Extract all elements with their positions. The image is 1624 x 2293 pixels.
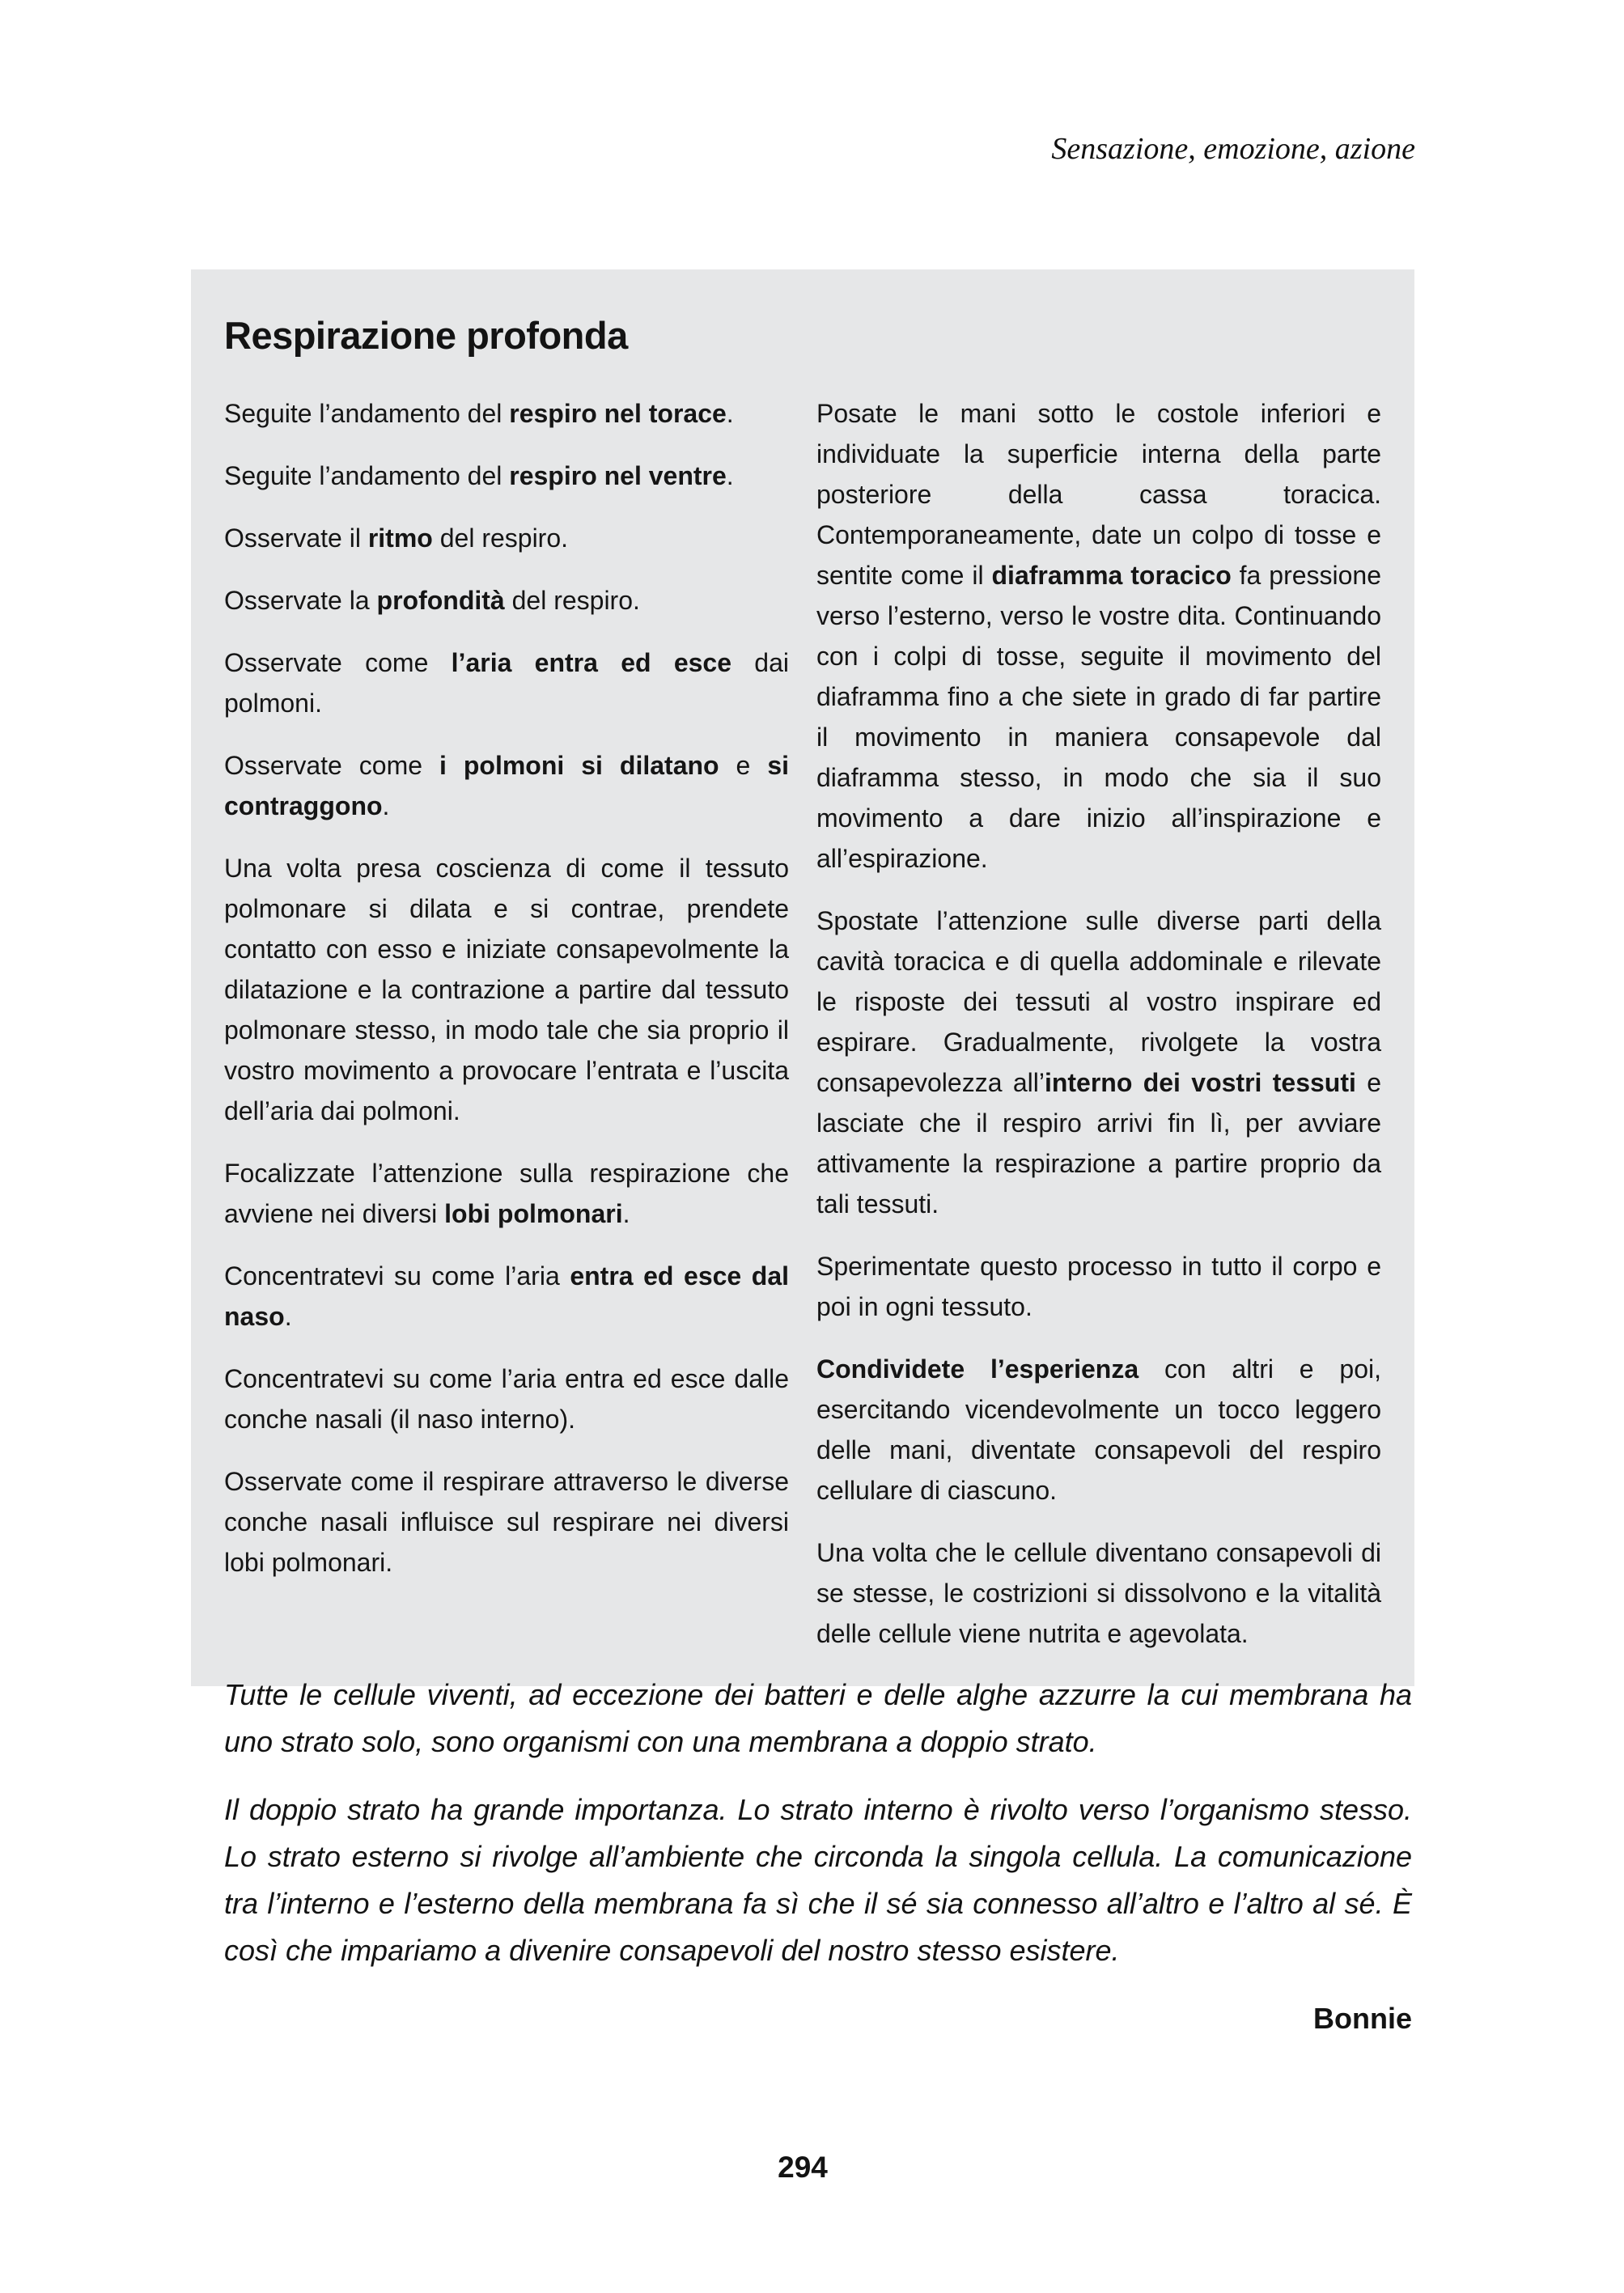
text-run: Osservate il (224, 523, 368, 553)
two-column-layout (224, 393, 1381, 1654)
text-run: Sperimentate questo processo in tutto il corpo e poi in ogni tessuto. (816, 1252, 1381, 1321)
text-run: Seguite l’andamento del (224, 399, 510, 428)
bold-text: entra ed esce dal naso (224, 1261, 790, 1331)
paragraph (224, 1153, 789, 1234)
paragraph (816, 901, 1381, 1224)
paragraph (816, 1532, 1381, 1654)
text-run: Osservate la (224, 586, 377, 615)
text-run: . (284, 1302, 292, 1331)
paragraph (816, 1349, 1381, 1511)
page-number: 294 (778, 2151, 828, 2184)
quote-paragraph: Il doppio strato ha grande importanza. Lo strato interno è rivolto verso l’organismo stesso. Lo strato esterno si rivolge all’ambiente che circonda la singola cellula. La comunicazione tra l’interno e l’esterno della membrana fa sì che il sé sia connesso all’altro e l’altro al sé. È così che impariamo a divenire consapevoli del nostro stesso esistere. (224, 1793, 1412, 1967)
quote-attribution: Bonnie (1313, 2002, 1412, 2035)
text-run: con altri e poi, esercitando vicendevolmente un tocco leggero delle mani, diventate consapevoli del respiro cellulare di ciascuno. (816, 1354, 1382, 1505)
bold-text: ritmo (367, 523, 433, 553)
exercise-box-title: Respirazione profonda (224, 314, 628, 357)
quote-paragraph: Tutte le cellule viventi, ad eccezione dei batteri e delle alghe azzurre la cui membrana ha uno strato solo, sono organismi con una membrana a doppio strato. (224, 1678, 1412, 1758)
bold-text: Condividete l’esperienza (816, 1354, 1139, 1384)
text-run: . (622, 1199, 630, 1228)
paragraph (224, 518, 789, 558)
paragraph (816, 1246, 1381, 1327)
right-column (816, 393, 1381, 1654)
text-run: . (726, 399, 734, 428)
text-run: fa pressione verso l’esterno, verso le vostre dita. Continuando con i colpi di tosse, seguite il movimento del diaframma fino a che siete in grado di far partire il movimento in maniera consapevole dal diaframma stesso, in modo che sia il suo movimento a dare inizio all’inspirazione e all’espirazione. (816, 561, 1382, 873)
paragraph (816, 393, 1381, 879)
text-run: Concentratevi su come l’aria entra ed esce dalle conche nasali (il naso interno). (224, 1364, 789, 1434)
bold-text: interno dei vostri tessuti (1044, 1068, 1356, 1097)
paragraph (224, 1461, 789, 1583)
text-run: Una volta presa coscienza di come il tessuto polmonare si dilata e si contrae, prendete contatto con esso e iniziate consapevolmente la dilatazione e la contrazione a partire dal tessuto polmonare stesso, in modo tale che sia proprio il vostro movimento a provocare l’entrata e l’uscita dell’aria dai polmoni. (224, 854, 789, 1125)
text-run: Osservate come (224, 751, 440, 780)
text-run: Osservate come il respirare attraverso le diverse conche nasali influisce sul respirare nei diversi lobi polmonari. (224, 1467, 789, 1577)
paragraph (224, 848, 789, 1131)
paragraph (224, 580, 789, 621)
paragraph (224, 1256, 789, 1337)
text-run: del respiro. (504, 586, 640, 615)
paragraph (224, 642, 789, 723)
quote-block (224, 1672, 1412, 2042)
paragraph (224, 745, 789, 826)
text-run: Seguite l’andamento del (224, 461, 510, 490)
bold-text: si contraggono (224, 751, 790, 820)
text-run: Spostate l’attenzione sulle diverse parti della cavità toracica e di quella addominale e rilevate le risposte dei tessuti al vostro inspirare ed espirare. Gradualmente, rivolgete la vostra consapevolezza all’ (816, 906, 1381, 1097)
text-run: Concentratevi su come l’aria (224, 1261, 570, 1291)
bold-text: diaframma toracico (991, 561, 1232, 590)
bold-text: l’aria entra ed esce (451, 648, 732, 677)
text-run: Una volta che le cellule diventano consapevoli di se stesse, le costrizioni si dissolvono e la vitalità delle cellule viene nutrita e agevolata. (816, 1538, 1381, 1648)
exercise-box (191, 269, 1414, 1686)
text-run: . (726, 461, 734, 490)
text-run: e lasciate che il respiro arrivi fin lì, per avviare attivamente la respirazione a partire proprio da tali tessuti. (816, 1068, 1381, 1219)
text-run: dai polmoni. (224, 648, 790, 718)
text-run: del respiro. (432, 523, 569, 553)
running-header: Sensazione, emozione, azione (1051, 132, 1415, 166)
text-run: Osservate come (224, 648, 452, 677)
text-run: . (382, 791, 390, 820)
bold-text: i polmoni si dilatano (439, 751, 719, 780)
paragraph (224, 1358, 789, 1439)
text-run: Posate le mani sotto le costole inferiori e individuate la superficie interna della parte posteriore della cassa toracica. Contemporaneamente, date un colpo di tosse e sentite come il (816, 399, 1381, 590)
paragraph (224, 456, 789, 496)
paragraph (224, 393, 789, 434)
text-run: Focalizzate l’attenzione sulla respirazione che avviene nei diversi (224, 1159, 789, 1228)
left-column (224, 393, 789, 1654)
bold-text: lobi polmonari (444, 1199, 623, 1228)
text-run: e (719, 751, 768, 780)
bold-text: profondità (376, 586, 505, 615)
bold-text: respiro nel ventre (509, 461, 727, 490)
bold-text: respiro nel torace (509, 399, 727, 428)
